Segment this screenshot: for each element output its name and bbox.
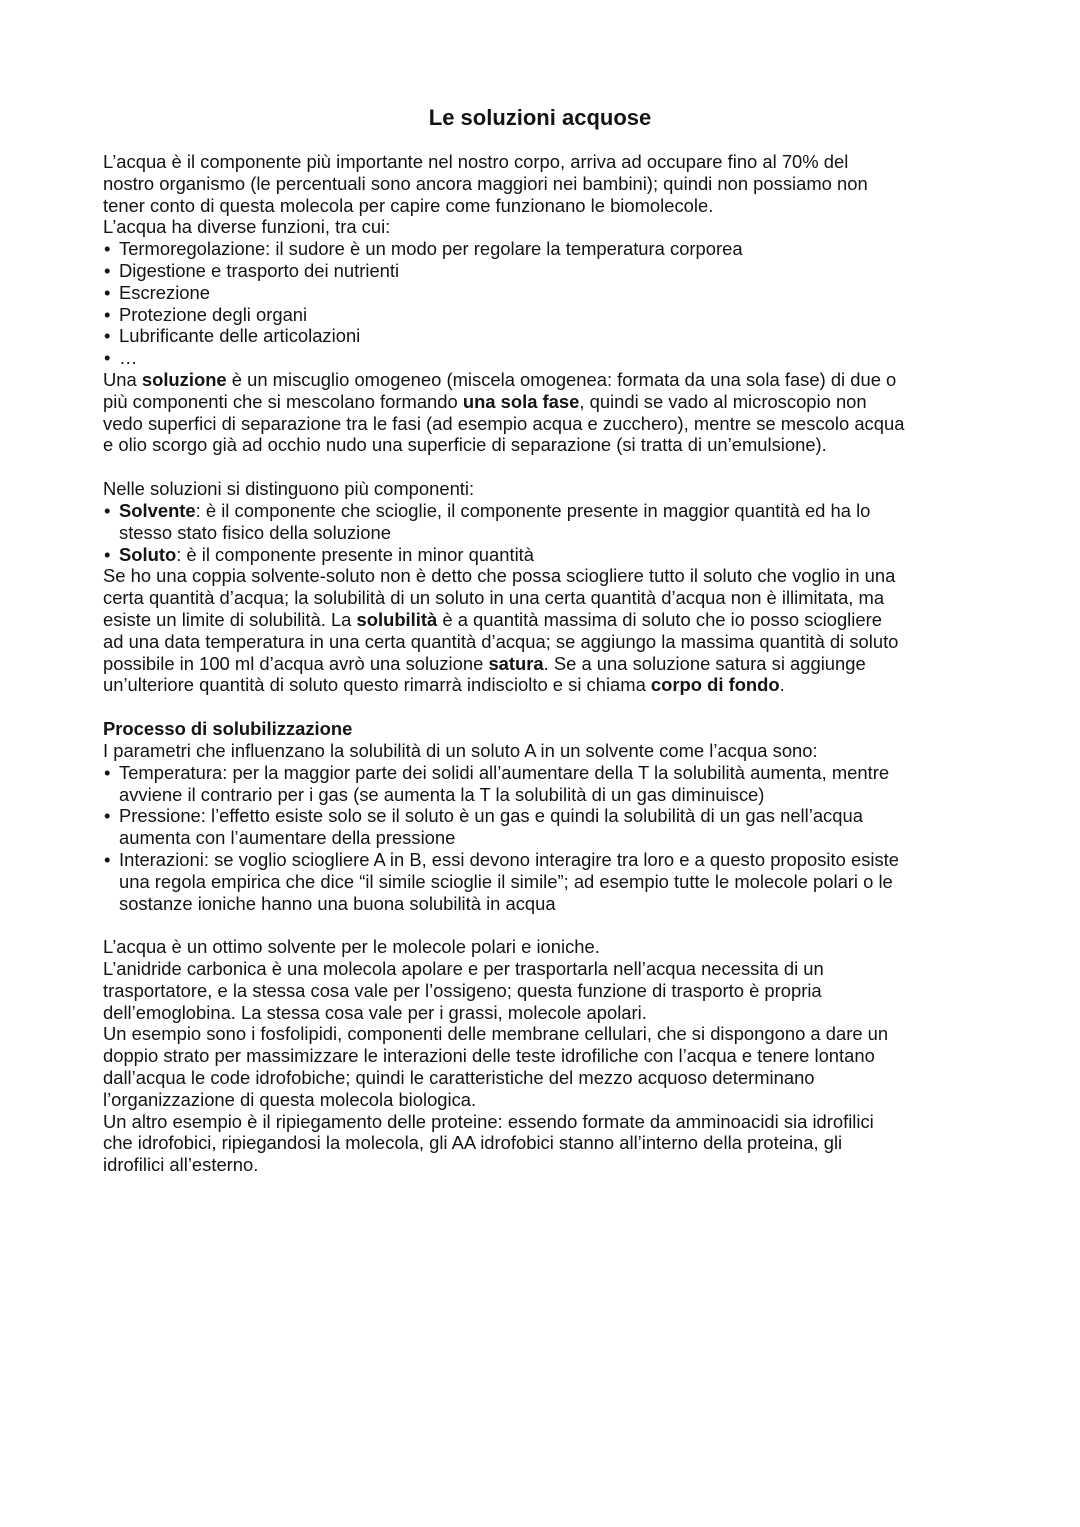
- text-line: Nelle soluzioni si distinguono più componenti:: [103, 478, 475, 500]
- text-run: Interazioni: se voglio sciogliere A in B, essi devono interagire tra loro e a questo proposito esiste: [119, 848, 900, 870]
- text-line: [103, 391, 1003, 413]
- text-run: stesso stato fisico della soluzione: [119, 521, 391, 543]
- text-line: l’organizzazione di questa molecola biologica.: [103, 1088, 477, 1110]
- text-run: , quindi se vado al microscopio non: [579, 390, 867, 412]
- section-heading: [103, 718, 1003, 740]
- list-item-text: Lubrificante delle articolazioni: [119, 325, 361, 347]
- list-item-text: Escrezione: [119, 281, 210, 303]
- text-line: [103, 369, 1003, 391]
- list-item: [103, 260, 1003, 282]
- text-run: . Se a una soluzione satura si aggiunge: [543, 652, 866, 674]
- bold-term: soluzione: [141, 368, 227, 390]
- text-line: [103, 609, 1003, 631]
- list-item: [103, 500, 1003, 544]
- text-line: trasportatore, e la stessa cosa vale per l’ossigeno; questa funzione di trasporto è propria: [103, 979, 822, 1001]
- list-item: [103, 762, 1003, 806]
- text-line: tener conto di questa molecola per capire come funzionano le biomolecole.: [103, 194, 714, 216]
- text-run: Pressione: l’effetto esiste solo se il soluto è un gas e quindi la solubilità di un gas nell’acqua: [119, 805, 863, 827]
- text-run: Una: [103, 368, 142, 390]
- text-line: L’acqua è un ottimo solvente per le molecole polari e ioniche.: [103, 936, 600, 958]
- text-line: L’anidride carbonica è una molecola apolare e per trasportarla nell’acqua necessita di un: [103, 958, 824, 980]
- bullet-icon: •: [104, 303, 111, 325]
- bold-term: corpo di fondo: [650, 674, 780, 696]
- section-heading-text: Processo di solubilizzazione: [103, 718, 353, 740]
- bullet-icon: •: [104, 238, 111, 260]
- list-item: [103, 544, 1003, 566]
- list-item: [103, 347, 1003, 369]
- paragraph-gap: [103, 456, 1003, 478]
- text-run: esiste un limite di solubilità. La: [103, 608, 357, 630]
- text-line: Se ho una coppia solvente-soluto non è detto che possa sciogliere tutto il soluto che voglio in una: [103, 565, 896, 587]
- bullet-icon: •: [104, 259, 111, 281]
- list-item-text: Protezione degli organi: [119, 303, 308, 325]
- text-line: dell’emoglobina. La stessa cosa vale per i grassi, molecole apolari.: [103, 1001, 647, 1023]
- bullet-icon: •: [104, 347, 111, 369]
- text-line: [103, 653, 1003, 675]
- list-item: [103, 849, 1003, 914]
- text-run: aumenta con l’aumentare della pressione: [119, 827, 456, 849]
- bold-term: satura: [488, 652, 544, 674]
- text-run: .: [779, 674, 785, 696]
- list-item: [103, 325, 1003, 347]
- text-line: e olio scorgo già ad occhio nudo una superficie di separazione (si tratta di un’emulsione).: [103, 434, 827, 456]
- text-line: vedo superfici di separazione tra le fasi (ad esempio acqua e zucchero), mentre se mescolo acqua: [103, 412, 905, 434]
- text-run: è a quantità massima di soluto che io posso sciogliere: [437, 608, 882, 630]
- text-run: possibile in 100 ml d’acqua avrò una soluzione: [103, 652, 489, 674]
- text-run: sostanze ioniche hanno una buona solubilità in acqua: [119, 892, 556, 914]
- list-item: [103, 238, 1003, 260]
- text-run: avviene il contrario per i gas (se aumenta la T la solubilità di un gas diminuisce): [119, 783, 765, 805]
- text-run: : è il componente che scioglie, il componente presente in maggior quantità ed ha lo: [195, 499, 871, 521]
- text-line: Un esempio sono i fosfolipidi, componenti delle membrane cellulari, che si dispongono a dare un: [103, 1023, 889, 1045]
- bullet-icon: •: [104, 543, 111, 565]
- list-item-text: Digestione e trasporto dei nutrienti: [119, 259, 400, 281]
- text-run: è un miscuglio omogeneo (miscela omogenea: formata da una sola fase) di due o: [226, 368, 897, 390]
- text-line: dall’acqua le code idrofobiche; quindi le caratteristiche del mezzo acquoso determinano: [103, 1067, 815, 1089]
- bullet-icon: •: [104, 848, 111, 870]
- list-item: [103, 304, 1003, 326]
- text-line: idrofilici all’esterno.: [103, 1154, 259, 1176]
- paragraph-gap: [103, 914, 1003, 936]
- text-line: ad una data temperatura in una certa quantità d’acqua; se aggiungo la massima quantità di soluto: [103, 630, 899, 652]
- paragraph-gap: [103, 696, 1003, 718]
- page-title: Le soluzioni acquose: [428, 105, 652, 130]
- document-body: [103, 151, 1003, 1176]
- text-line: L’acqua è il componente più importante nel nostro corpo, arriva ad occupare fino al 70% del: [103, 151, 849, 172]
- bold-term: solubilità: [356, 608, 438, 630]
- list-item: [103, 282, 1003, 304]
- list-item: [103, 805, 1003, 849]
- text-run: : è il componente presente in minor quantità: [176, 543, 535, 565]
- bullet-icon: •: [104, 499, 111, 521]
- bold-term: una sola fase: [462, 390, 580, 412]
- bold-term: Soluto: [119, 543, 177, 565]
- text-line: I parametri che influenzano la solubilità di un soluto A in un solvente come l’acqua sono:: [103, 739, 818, 761]
- text-line: [103, 674, 1003, 696]
- text-line: Un altro esempio è il ripiegamento delle proteine: essendo formate da amminoacidi sia idrofilici: [103, 1110, 874, 1132]
- text-line: doppio strato per massimizzare le interazioni delle teste idrofiliche con l’acqua e tenere lontano: [103, 1045, 875, 1067]
- text-run: una regola empirica che dice “il simile scioglie il simile”; ad esempio tutte le molecole polari o le: [119, 870, 893, 892]
- bullet-icon: •: [104, 281, 111, 303]
- text-line: certa quantità d’acqua; la solubilità di un soluto in una certa quantità d’acqua non è illimitata, ma: [103, 587, 885, 609]
- list-item-text: Termoregolazione: il sudore è un modo per regolare la temperatura corporea: [119, 238, 743, 260]
- bold-term: Solvente: [119, 499, 196, 521]
- bullet-icon: •: [104, 805, 111, 827]
- text-line: che idrofobici, ripiegandosi la molecola, gli AA idrofobici stanno all’interno della proteina, gli: [103, 1132, 843, 1154]
- text-run: Temperatura: per la maggior parte dei solidi all’aumentare della T la solubilità aumenta, mentre: [119, 761, 890, 783]
- bullet-icon: •: [104, 325, 111, 347]
- bullet-icon: •: [104, 761, 111, 783]
- text-run: un’ulteriore quantità di soluto questo rimarrà indisciolto e si chiama: [103, 674, 651, 696]
- list-item-text: …: [119, 347, 138, 369]
- text-line: nostro organismo (le percentuali sono ancora maggiori nei bambini); quindi non possiamo non: [103, 172, 868, 194]
- text-line: L’acqua ha diverse funzioni, tra cui:: [103, 216, 391, 238]
- text-run: più componenti che si mescolano formando: [103, 390, 463, 412]
